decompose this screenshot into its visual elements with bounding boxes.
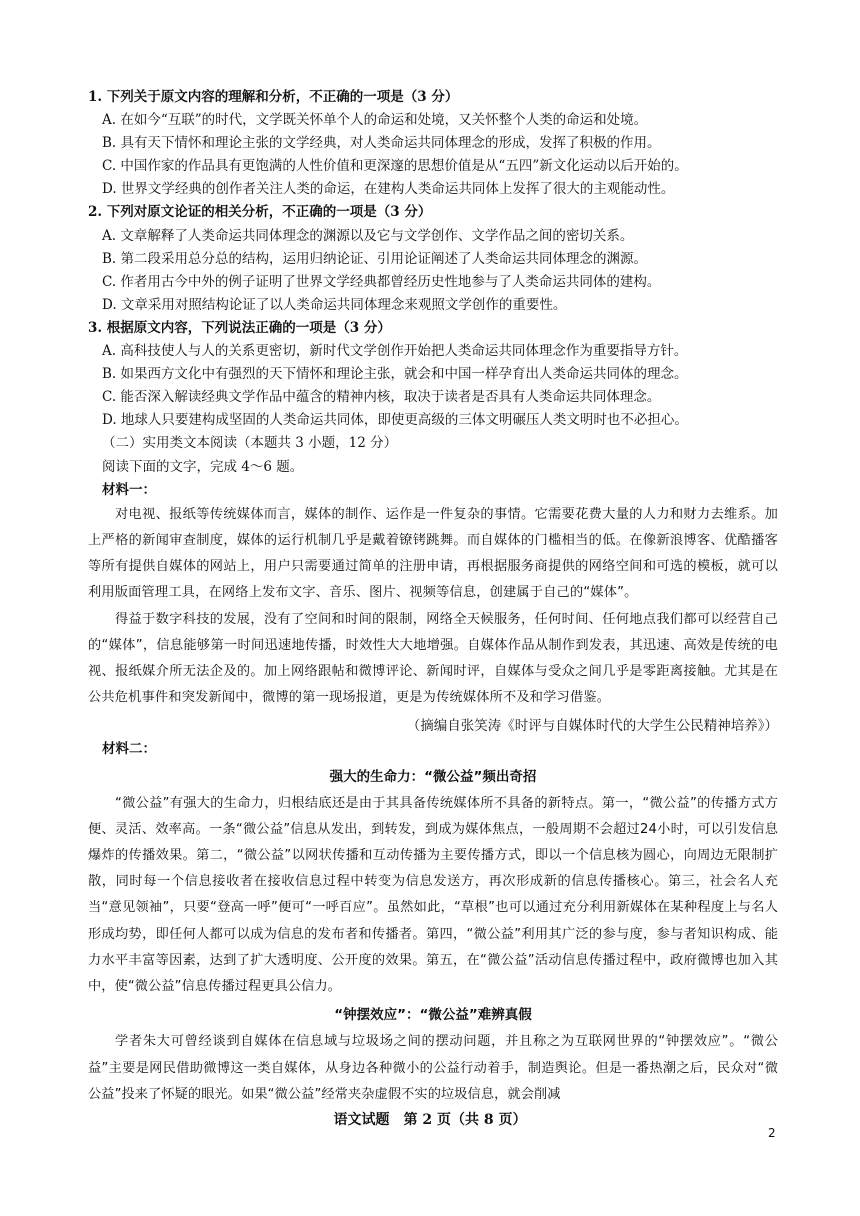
option-c: C. 能否深入解读经典文学作品中蕴含的精神内核，取决于读者是否具有人类命运共同体理念。 [102,389,661,406]
section-instruction: 阅读下面的文字，完成 4～6 题。 [102,458,304,475]
page-content [88,86,778,1108]
option-b: B. 如果西方文化中有强烈的天下情怀和理论主张，就会和中国一样孕育出人类命运共同体的理念。 [102,366,688,383]
page-footer: 语文试题 第 2 页（共 8 页） [333,1112,527,1128]
question-1 [88,86,778,201]
material-2-paragraph: “微公益”有强大的生命力，归根结底还是由于其具备传统媒体所不具备的新特点。第一，“微公益”的传播方式方便、灵活、效率高。一条“微公益”信息从发出，到转发，到成为媒体焦点，一般周期不会超过24小时，可以引发信息爆炸的传播效果。第二，“微公益”以网状传播和互动传播为主要传播方式，即以一个信息核为圆心，向周边无限制扩散，同时每一个信息接收者在接收信息过程中转变为信息发送方，再次形成新的信息传播核心。第三，社会名人充当“意见领袖”，只要“登高一呼”便可“一呼百应”。虽然如此，“草根”也可以通过充分利用新媒体在某种程度上与名人形成均势，即任何人都可以成为信息的发布者和传播者。第四，“微公益”利用其广泛的参与度，参与者知识构成、能力水平丰富等因素，达到了扩大透明度、公开度的效果。第五，在“微公益”活动信息传播过程中，政府微博也加入其中，使“微公益”信息传播过程更具公信力。 [88,795,778,995]
question-stem: 2. 下列对原文论证的相关分析，不正确的一项是（3 分） [88,204,432,221]
material-1-source: （摘编自张笑涛《时评与自媒体时代的大学生公民精神培养》） [406,718,778,735]
material-1-paragraph: 得益于数字科技的发展，没有了空间和时间的限制，网络全天候服务，任何时间、任何地点我们都可以经营自己的“媒体”，信息能够第一时间迅速地传播，时效性大大地增强。自媒体作品从制作到发表，其迅速、高效是传统的电视、报纸媒介所无法企及的。加上网络跟帖和微博评论、新闻时评，自媒体与受众之间几乎是零距离接触。尤其是在公共危机事件和突发新闻中，微博的第一现场报道，更是为传统媒体所不及和学习借鉴。 [88,611,778,706]
option-d: D. 世界文学经典的创作者关注人类的命运，在建构人类命运共同体上发挥了很大的主观能动性。 [102,181,675,198]
option-c: C. 作者用古今中外的例子证明了世界文学经典都曾经历史性地参与了人类命运共同体的建构。 [102,273,661,290]
question-2 [88,201,778,316]
option-b: B. 具有天下情怀和理论主张的文学经典，对人类命运共同体理念的形成，发挥了积极的作用。 [102,135,661,152]
option-a: A. 文章解释了人类命运共同体理念的渊源以及它与文学创作、文学作品之间的密切关系。 [102,227,634,244]
option-d: D. 地球人只要建构成坚固的人类命运共同体，即使更高级的三体文明碾压人类文明时也不必担心。 [102,412,688,429]
option-a: A. 高科技使人与人的关系更密切，新时代文学创作开始把人类命运共同体理念作为重要指导方针。 [102,343,688,360]
section-title: （二）实用类文本阅读（本题共 3 小题，12 分） [102,435,398,452]
material-1-label: 材料一： [102,481,156,498]
option-d: D. 文章采用对照结构论证了以人类命运共同体理念来观照文学创作的重要性。 [102,296,567,313]
material-2-heading: “钟摆效应”：“微公益”难辨真假 [334,1007,532,1024]
question-3 [88,317,778,432]
question-stem: 1. 下列关于原文内容的理解和分析，不正确的一项是（3 分） [88,89,459,105]
option-c: C. 中国作家的作品具有更饱满的人性价值和更深邃的思想价值是从“五四”新文化运动以后开始的。 [102,158,688,175]
option-b: B. 第二段采用总分总的结构，运用归纳论证、引用论证阐述了人类命运共同体理念的渊源。 [102,250,648,267]
question-stem: 3. 根据原文内容，下列说法正确的一项是（3 分） [88,319,391,336]
material-2-paragraph: 学者朱大可曾经谈到自媒体在信息域与垃圾场之间的摆动问题，并且称之为互联网世界的“钟摆效应”。“微公益”主要是网民借助微博这一类自媒体，从身边各种微小的公益行动着手，制造舆论。但是一番热潮之后，民众对“微公益”投来了怀疑的眼光。如果“微公益”经常夹杂虚假不实的垃圾信息，就会削减 [88,1034,778,1102]
material-2-heading: 强大的生命力：“微公益”频出奇招 [329,768,537,785]
material-2-label: 材料二： [102,741,156,758]
option-a: A. 在如今“互联”的时代，文学既关怀单个人的命运和处境，又关怀整个人类的命运和处境。 [102,112,648,129]
page-number: 2 [768,1126,776,1140]
material-1-paragraph: 对电视、报纸等传统媒体而言，媒体的制作、运作是一件复杂的事情。它需要花费大量的人力和财力去维系。加上严格的新闻审查制度，媒体的运行机制几乎是戴着镣铐跳舞。而自媒体的门槛相当的低。在像新浪博客、优酷播客等所有提供自媒体的网站上，用户只需要通过简单的注册申请，再根据服务商提供的网络空间和可选的模板，就可以利用版面管理工具，在网络上发布文字、音乐、图片、视频等信息，创建属于自己的“媒体”。 [88,506,778,601]
